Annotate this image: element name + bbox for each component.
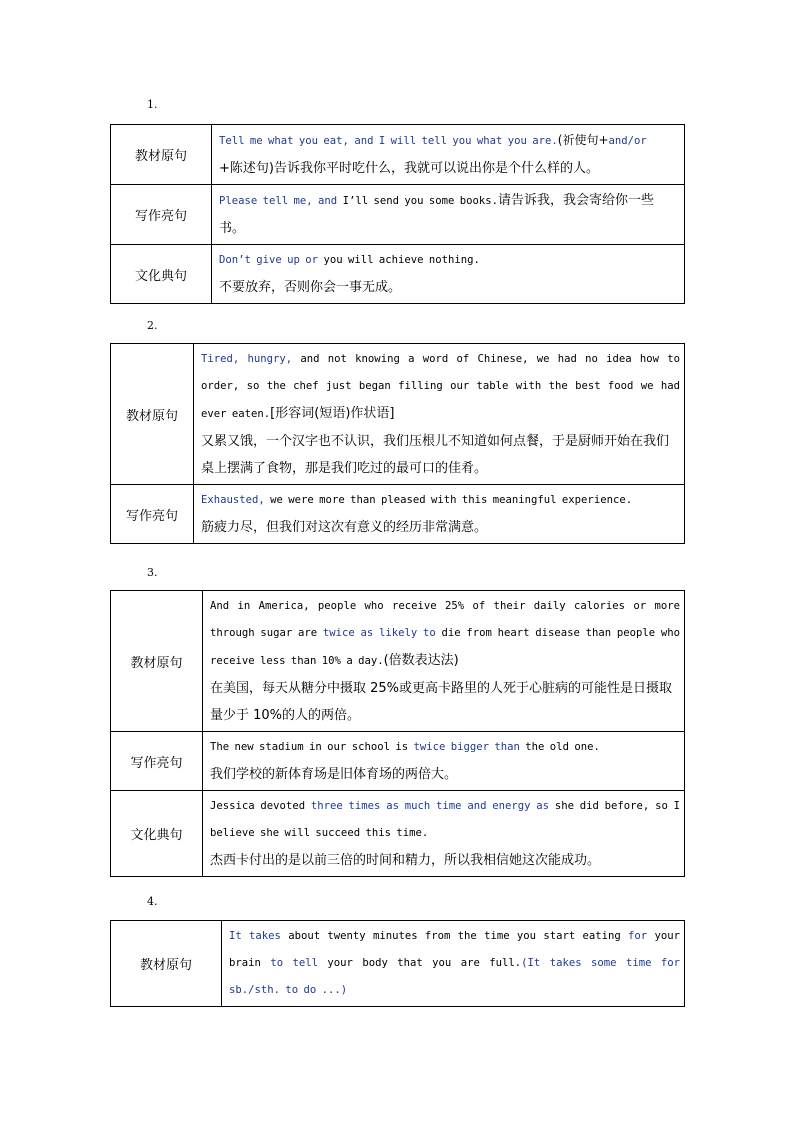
row-content: [194, 485, 685, 544]
row-label: 写作亮句: [111, 732, 203, 791]
row-label: 教材原句: [111, 344, 194, 485]
english-sentence: Don’t give up or you will achieve nothing.: [219, 254, 480, 266]
english-sentence: And in America, people who receive 25% of their daily calories or more through sugar are twice as likely to die from heart disease than people who receive less than 10% a day.(倍数表达法): [210, 600, 680, 668]
chinese-translation: 书。: [219, 221, 246, 236]
table-row: [111, 732, 685, 791]
section-number: 1.: [147, 98, 158, 111]
row-label: 教材原句: [111, 921, 222, 1007]
chinese-translation: 不要放弃，否则你会一事无成。: [219, 280, 402, 295]
table-row: [111, 921, 685, 1007]
chinese-translation: 在美国，每天从糖分中摄取 25%或更高卡路里的人死于心脏病的可能性是日摄取量少于 10%的人的两倍。: [210, 681, 673, 723]
row-label: 文化典句: [111, 791, 203, 877]
table-row: [111, 245, 685, 304]
english-sentence: Tired, hungry, and not knowing a word of Chinese, we had no idea how to order, so the chef just began filling our table with the best food we had ever eaten.[形容词(短语)作状语]: [201, 353, 681, 421]
table-row: [111, 791, 685, 877]
row-content: [194, 344, 685, 485]
table-row: [111, 125, 685, 185]
chinese-translation: 又累又饿，一个汉字也不认识，我们压根儿不知道如何点餐，于是厨师开始在我们桌上摆满了食物，那是我们吃过的最可口的佳肴。: [201, 434, 670, 476]
row-label: 教材原句: [111, 591, 203, 732]
row-content: [203, 791, 685, 877]
section-number: 4.: [147, 895, 158, 908]
row-content: [222, 921, 685, 1007]
row-content: [203, 732, 685, 791]
chinese-translation: 筋疲力尽，但我们对这次有意义的经历非常满意。: [201, 520, 488, 535]
chinese-translation: 杰西卡付出的是以前三倍的时间和精力，所以我相信她这次能成功。: [210, 853, 601, 868]
row-content: [212, 185, 685, 245]
row-label: 写作亮句: [111, 185, 212, 245]
english-sentence: Tell me what you eat, and I will tell you what you are.(祈使句+and/or: [219, 133, 647, 147]
sentence-table-4: [110, 920, 685, 1007]
chinese-translation: 我们学校的新体育场是旧体育场的两倍大。: [210, 767, 458, 782]
sentence-table-1: [110, 124, 685, 304]
row-label: 教材原句: [111, 125, 212, 185]
table-row: [111, 344, 685, 485]
sentence-table-3: [110, 590, 685, 877]
english-sentence: Jessica devoted three times as much time and energy as she did before, so I believe she will succeed this time.: [210, 800, 680, 839]
english-sentence: It takes about twenty minutes from the time you start eating for your brain to tell your body that you are full.(It takes some time for sb./sth. to do ...): [229, 930, 680, 996]
row-label: 写作亮句: [111, 485, 194, 544]
table-row: [111, 591, 685, 732]
english-sentence: Please tell me, and I’ll send you some books.请告诉我，我会寄给你一些: [219, 193, 655, 208]
row-label: 文化典句: [111, 245, 212, 304]
section-number: 2.: [147, 319, 158, 332]
chinese-translation: +陈述句)告诉我你平时吃什么，我就可以说出你是个什么样的人。: [219, 161, 599, 176]
table-row: [111, 185, 685, 245]
row-content: [212, 245, 685, 304]
sentence-table-2: [110, 343, 685, 544]
english-sentence: The new stadium in our school is twice bigger than the old one.: [210, 741, 600, 753]
section-number: 3.: [147, 566, 158, 579]
table-row: [111, 485, 685, 544]
row-content: [212, 125, 685, 185]
english-sentence: Exhausted, we were more than pleased with this meaningful experience.: [201, 494, 633, 506]
row-content: [203, 591, 685, 732]
